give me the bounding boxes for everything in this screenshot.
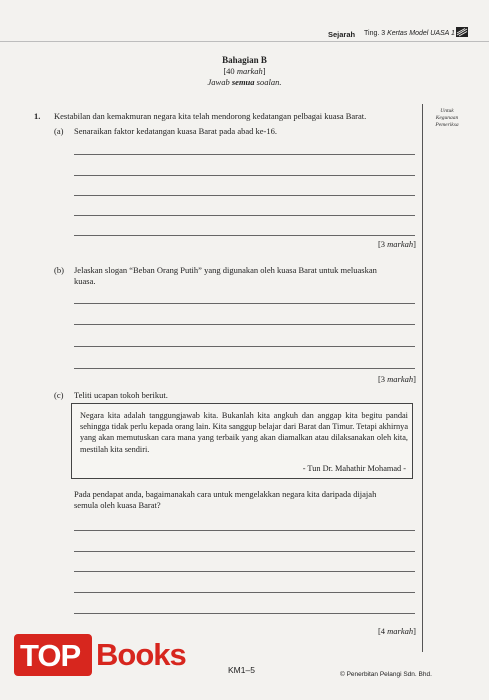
publisher-credit: © Penerbitan Pelangi Sdn. Bhd.: [340, 671, 432, 678]
part-c-question: [74, 489, 419, 511]
instruction-bold: semua: [231, 77, 255, 87]
question-number: 1.: [34, 111, 41, 121]
part-a-text: Senaraikan faktor kedatangan kuasa Barat pada abad ke-16.: [74, 126, 277, 136]
section-instruction: [0, 77, 489, 87]
part-c-marks-word: markah: [387, 626, 414, 636]
part-b-text: [74, 265, 419, 287]
section-marks: [0, 66, 489, 76]
logo-text-top: TOP: [20, 638, 81, 673]
header-subject: Sejarah: [328, 30, 356, 39]
examiner-column-divider: [422, 104, 423, 652]
section-marks-word: markah: [236, 66, 263, 76]
answer-line[interactable]: [74, 368, 415, 369]
examiner-label-line: Untuk: [440, 108, 454, 114]
part-c-text: Teliti ucapan tokoh berikut.: [74, 390, 168, 400]
answer-line[interactable]: [74, 551, 415, 552]
part-b-marks: [300, 374, 416, 384]
header-title-prefix: Ting. 3: [364, 30, 386, 37]
book-icon: [456, 27, 468, 37]
section-title: Bahagian B: [222, 55, 267, 65]
logo-text-books: Books: [96, 637, 186, 672]
part-c-label: (c): [54, 390, 64, 400]
answer-line[interactable]: [74, 154, 415, 155]
part-c-question-line: Pada pendapat anda, bagaimanakah cara untuk mengelakkan negara kita daripada dijajah: [74, 489, 377, 499]
header-title-rest: Kertas Model UASA 1: [387, 30, 455, 37]
part-b-text-line: kuasa.: [74, 276, 96, 286]
examiner-label-line: Pemeriksa: [435, 122, 459, 128]
answer-line[interactable]: [74, 195, 415, 196]
logo-badge: [14, 634, 92, 676]
quote-box: [71, 403, 413, 479]
answer-line[interactable]: [74, 592, 415, 593]
answer-line[interactable]: [74, 571, 415, 572]
header-divider: [0, 41, 489, 42]
question-stem: Kestabilan dan kemakmuran negara kita telah mendorong kedatangan pelbagai kuasa Barat.: [54, 111, 367, 121]
part-b-marks-word: markah: [387, 374, 414, 384]
topbooks-logo: [14, 632, 186, 684]
part-b-marks-num: [3: [377, 374, 388, 384]
section-marks-open: [40: [223, 66, 237, 76]
instruction-post: soalan.: [254, 77, 282, 87]
part-c-marks-num: [4: [377, 626, 388, 636]
instruction-pre: Jawab: [207, 77, 232, 87]
part-c-marks-close: ]: [413, 626, 416, 636]
answer-line[interactable]: [74, 303, 415, 304]
page-code: KM1–5: [228, 665, 255, 675]
answer-line[interactable]: [74, 215, 415, 216]
answer-line[interactable]: [74, 530, 415, 531]
part-a-marks: [300, 239, 416, 249]
part-a-marks-word: markah: [387, 239, 414, 249]
part-a-marks-close: ]: [413, 239, 416, 249]
answer-line[interactable]: [74, 346, 415, 347]
examiner-column-label: [424, 108, 470, 129]
section-marks-close: ]: [262, 66, 266, 76]
answer-line[interactable]: [74, 613, 415, 614]
part-c-question-line: semula oleh kuasa Barat?: [74, 500, 161, 510]
answer-line[interactable]: [74, 235, 415, 236]
part-a-marks-num: [3: [377, 239, 388, 249]
examiner-label-line: Kegunaan: [435, 115, 459, 121]
part-b-text-line: Jelaskan slogan “Beban Orang Putih” yang digunakan oleh kuasa Barat untuk meluaskan: [74, 265, 377, 275]
part-a-label: (a): [54, 126, 64, 136]
part-b-label: (b): [54, 265, 64, 275]
part-b-marks-close: ]: [413, 374, 416, 384]
header-title: [364, 30, 455, 37]
answer-line[interactable]: [74, 324, 415, 325]
part-c-marks: [300, 626, 416, 636]
quote-author: - Tun Dr. Mahathir Mohamad -: [302, 464, 406, 473]
quote-text: Negara kita adalah tanggungjawab kita. Bukanlah kita angkuh dan anggap kita begitu pandai sehingga tidak perlu kepada orang lain. Kita sanggup belajar dari Barat dan Timur. Tetapi akhirnya yang akan memutuskan cara mana yang terbaik yang akan diamalkan atau dilaksanakan oleh kita, mestilah kita sendiri.: [80, 411, 408, 454]
answer-line[interactable]: [74, 175, 415, 176]
